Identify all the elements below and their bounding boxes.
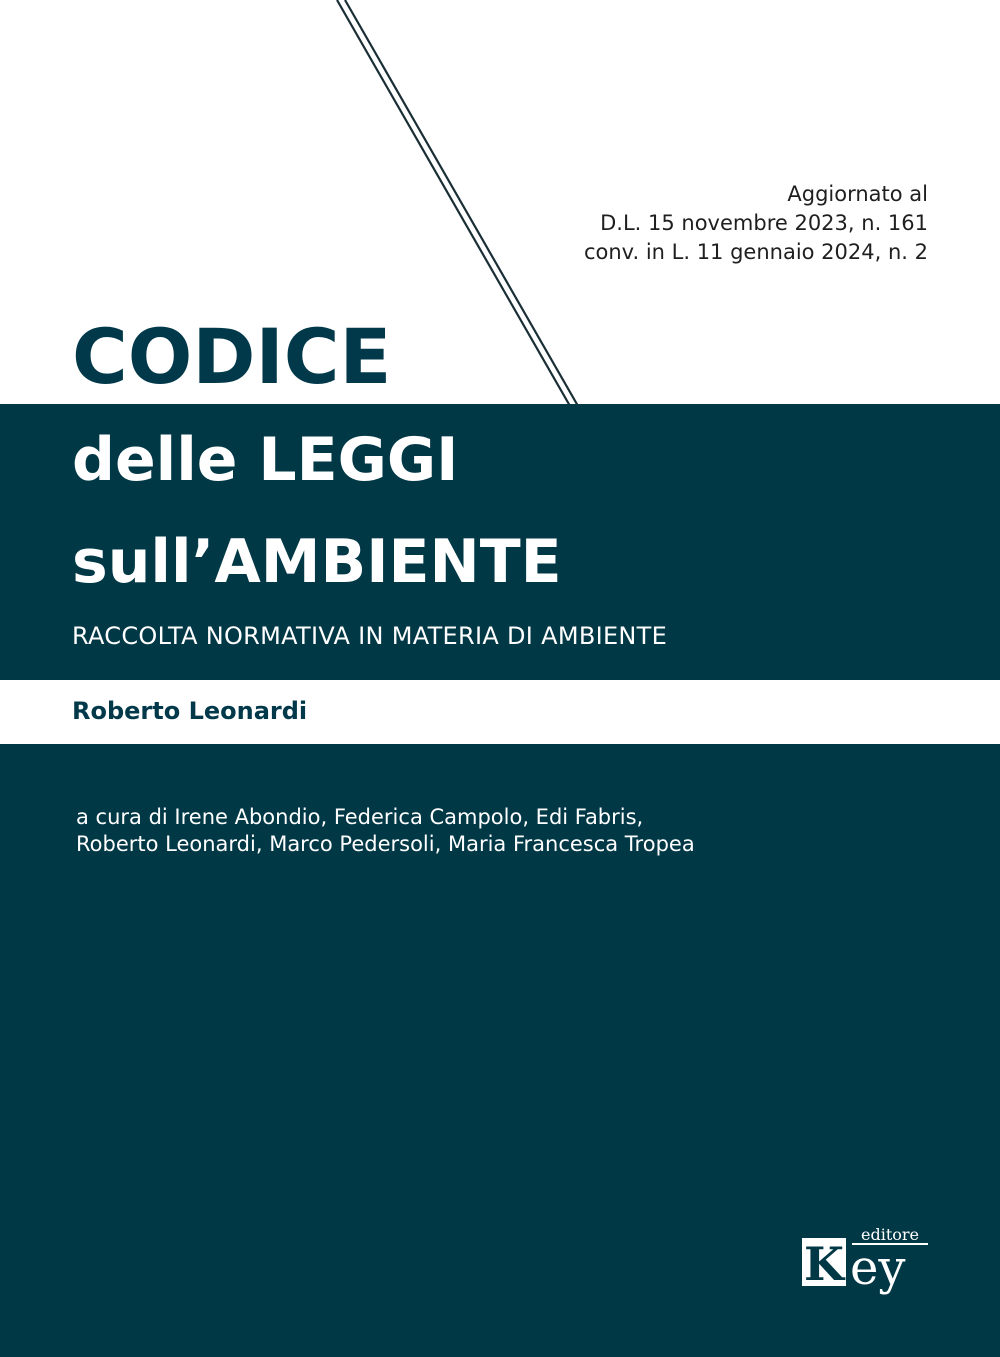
logo-k-letter: K — [804, 1237, 844, 1291]
book-title-line3: sull’AMBIENTE — [72, 527, 562, 597]
logo-ey-text: ey — [850, 1240, 906, 1296]
curators-credit — [76, 804, 695, 858]
book-title-main: CODICE — [72, 312, 392, 401]
update-note-line2: D.L. 15 novembre 2023, n. 161 — [600, 211, 928, 235]
curators-line1: a cura di Irene Abondio, Federica Campolo, Edi Fabris, — [76, 805, 644, 829]
book-subtitle: RACCOLTA NORMATIVA IN MATERIA DI AMBIENTE — [72, 622, 668, 650]
curators-line2: Roberto Leonardi, Marco Pedersoli, Maria Francesca Tropea — [76, 832, 695, 856]
update-note-line1: Aggiornato al — [787, 182, 928, 206]
logo-editore-text: editore — [860, 1225, 920, 1244]
key-editore-logo — [798, 1222, 934, 1306]
update-note — [584, 180, 928, 267]
update-note-line3: conv. in L. 11 gennaio 2024, n. 2 — [583, 240, 928, 264]
author-name: Roberto Leonardi — [72, 697, 308, 725]
book-title-line2: delle LEGGI — [72, 425, 459, 495]
